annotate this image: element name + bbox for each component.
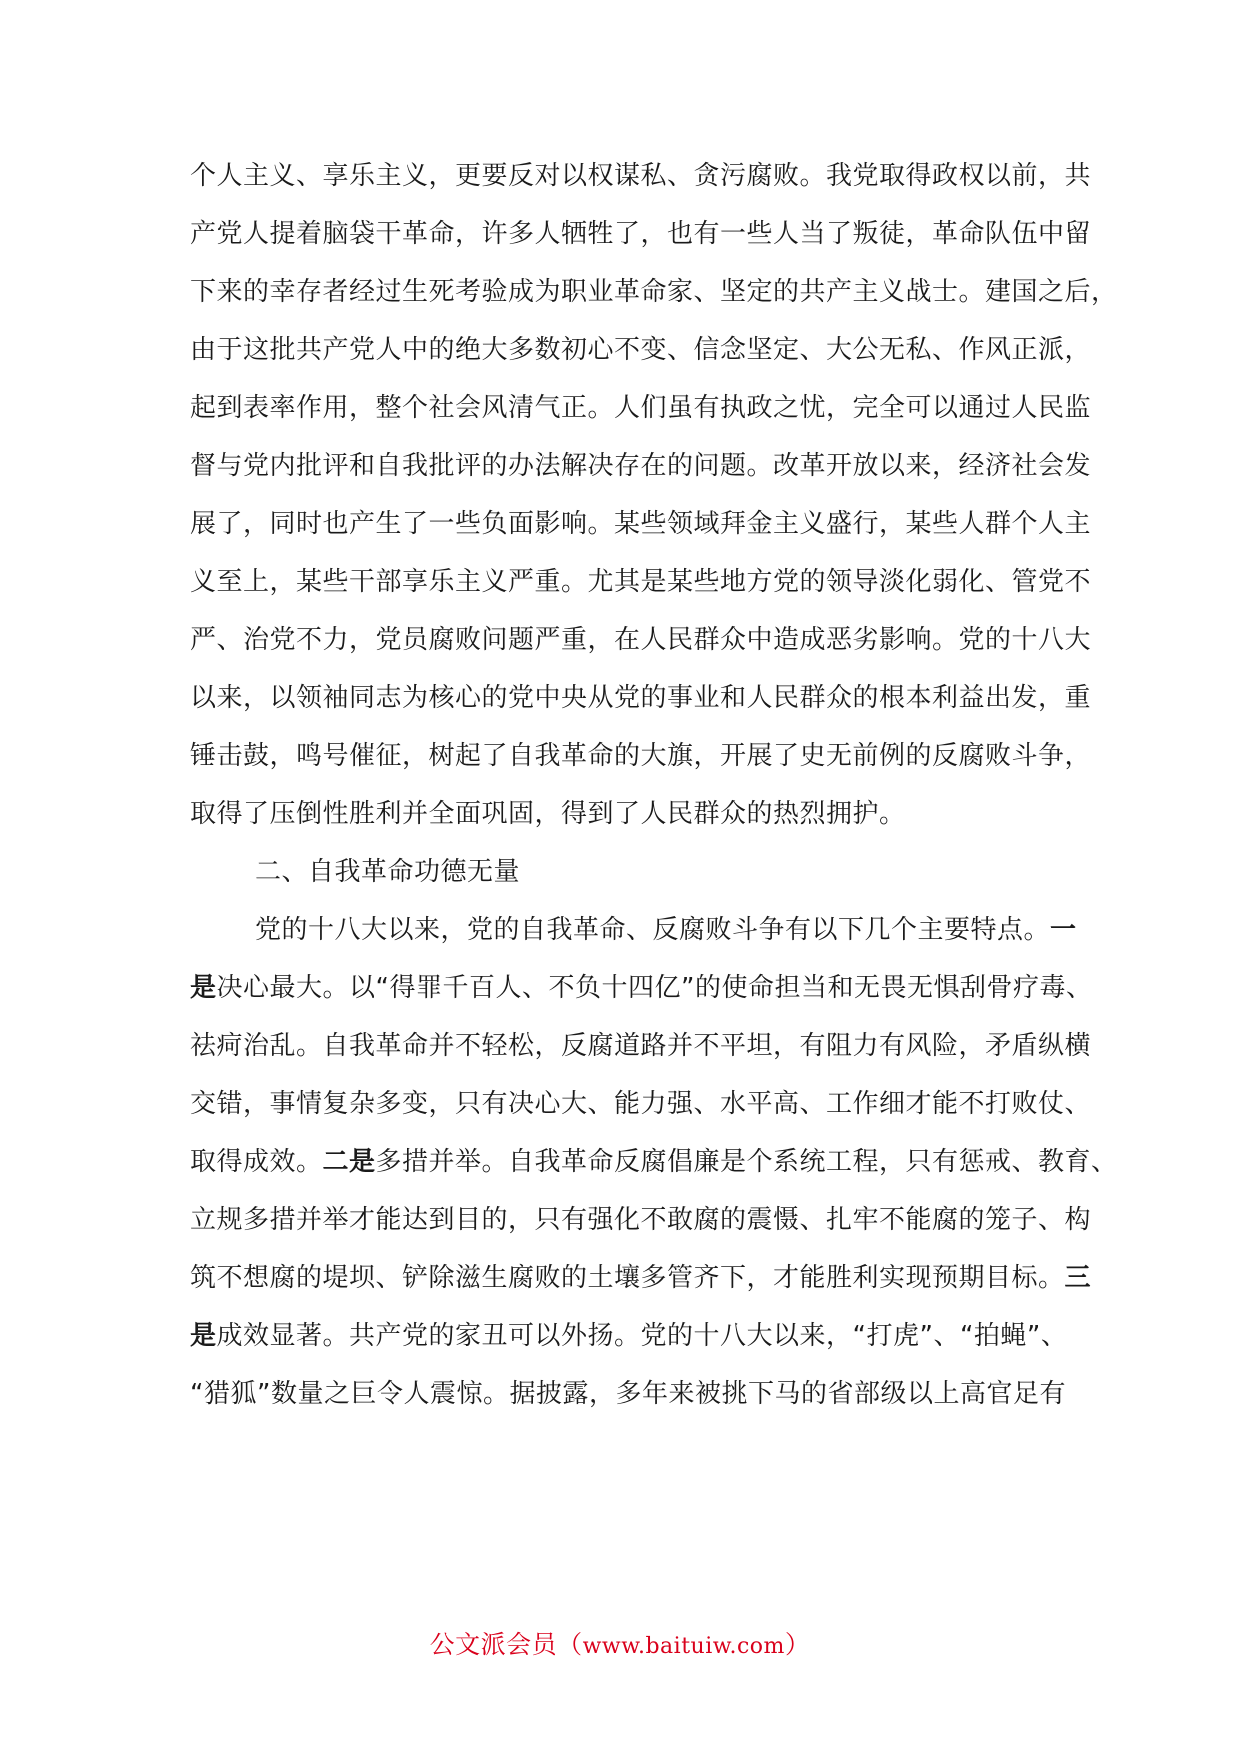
bold-marker: 是 [190, 973, 217, 1003]
line-text: 取得成效。 [190, 1147, 323, 1177]
footer-close: ） [784, 1630, 811, 1659]
paragraph-line: 下来的幸存者经过生死考验成为职业革命家、坚定的共产主义战士。建国之后， [190, 277, 1118, 307]
paragraph-line: 交错，事情复杂多变，只有决心大、能力强、水平高、工作细才能不打败仗、 [190, 1089, 1092, 1119]
paragraph-line: 个人主义、享乐主义，更要反对以权谋私、贪污腐败。我党取得政权以前，共 [190, 161, 1092, 191]
paragraph-line [190, 1260, 1092, 1296]
line-text: 筑不想腐的堤坝、铲除滋生腐败的土壤多管齐下，才能胜利实现预期目标。 [190, 1263, 1065, 1293]
section-heading: 二、自我革命功德无量 [255, 857, 521, 887]
bold-marker: 是 [190, 1321, 217, 1351]
footer-label: 公文派会员（ [429, 1630, 583, 1659]
paragraph-line: 立规多措并举才能达到目的，只有强化不敢腐的震慑、扎牢不能腐的笼子、构 [190, 1205, 1092, 1235]
paragraph-line: 严、治党不力，党员腐败问题严重，在人民群众中造成恶劣影响。党的十八大 [190, 625, 1092, 655]
paragraph-line [190, 970, 1093, 1006]
paragraph-line: 展了，同时也产生了一些负面影响。某些领域拜金主义盛行，某些人群个人主 [190, 509, 1092, 539]
paragraph-line: 督与党内批评和自我批评的办法解决存在的问题。改革开放以来，经济社会发 [190, 451, 1092, 481]
footer-watermark [0, 1625, 1240, 1661]
paragraph-line: 产党人提着脑袋干革命，许多人牺牲了，也有一些人当了叛徒，革命队伍中留 [190, 219, 1092, 249]
line-text: 党的十八大以来，党的自我革命、反腐败斗争有以下几个主要特点。 [255, 915, 1051, 945]
paragraph-line: 锤击鼓，鸣号催征，树起了自我革命的大旗，开展了史无前例的反腐败斗争， [190, 741, 1092, 771]
paragraph-line [190, 1144, 1118, 1180]
paragraph-line: 义至上，某些干部享乐主义严重。尤其是某些地方党的领导淡化弱化、管党不 [190, 567, 1092, 597]
paragraph-line: “猎狐”数量之巨令人震惊。据披露，多年来被挑下马的省部级以上高官足有 [190, 1379, 1066, 1409]
bold-marker: 二是 [322, 1147, 376, 1177]
line-text: 成效显著。共产党的家丑可以外扬。党的十八大以来，“打虎”、“拍蝇”、 [216, 1321, 1068, 1351]
paragraph-line [255, 912, 1077, 948]
bold-marker: 一 [1050, 915, 1077, 945]
paragraph-line: 取得了压倒性胜利并全面巩固，得到了人民群众的热烈拥护。 [190, 799, 906, 829]
paragraph-line: 以来，以领袖同志为核心的党中央从党的事业和人民群众的根本利益出发，重 [190, 683, 1092, 713]
line-text: 决心最大。以“得罪千百人、不负十四亿”的使命担当和无畏无惧刮骨疗毒、 [216, 973, 1093, 1003]
bold-marker: 三 [1064, 1263, 1092, 1293]
paragraph-line: 祛疴治乱。自我革命并不轻松，反腐道路并不平坦，有阻力有风险，矛盾纵横 [190, 1031, 1092, 1061]
footer-url[interactable]: www.baituiw.com [582, 1634, 785, 1659]
paragraph-line: 起到表率作用，整个社会风清气正。人们虽有执政之忧，完全可以通过人民监 [190, 393, 1092, 423]
paragraph-line: 由于这批共产党人中的绝大多数初心不变、信念坚定、大公无私、作风正派， [190, 335, 1092, 365]
paragraph-line [190, 1318, 1068, 1354]
line-text: 多措并举。自我革命反腐倡廉是个系统工程，只有惩戒、教育、 [375, 1147, 1118, 1177]
